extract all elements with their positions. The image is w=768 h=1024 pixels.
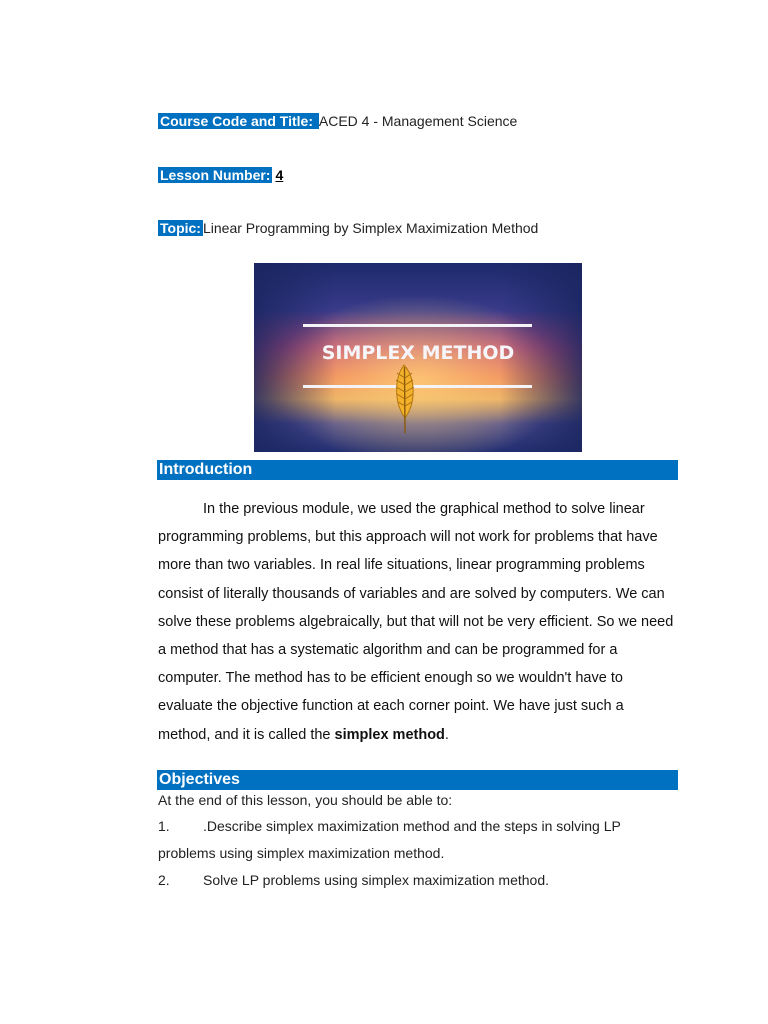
lesson-line [158, 166, 283, 184]
banner-bottom-rule [303, 385, 532, 388]
objective-item [158, 813, 678, 867]
banner-top-rule [303, 324, 532, 327]
objective-item [158, 867, 678, 894]
introduction-text-end: . [444, 726, 449, 743]
topic-value: Linear Programming by Simplex Maximization Method [202, 220, 539, 236]
simplex-banner-image [254, 263, 582, 452]
topic-line [158, 219, 538, 237]
introduction-bold-term: simplex method [334, 726, 445, 743]
objectives-lead: At the end of this lesson, you should be able to: [158, 792, 453, 808]
introduction-text: In the previous module, we used the graphical method to solve linear programming problems, but this approach will not work for problems that have more than two variables. In real life situations, linear programming problems consist of literally thousands of variables and are solved by computers. We can solve these problems algebraically, but that will not be very efficient. So we need a method that has a systematic algorithm and can be programmed for a computer. The method has to be efficient enough so we wouldn't have to evaluate the objective function at each corner point. We have just such a method, and it is called the [158, 501, 674, 743]
lesson-label: Lesson Number: [160, 167, 271, 183]
course-value: ACED 4 - Management Science [318, 113, 518, 129]
course-label: Course Code and Title: [160, 113, 317, 129]
introduction-paragraph [158, 495, 678, 749]
introduction-heading: Introduction [157, 460, 678, 480]
banner-caption: SIMPLEX METHOD [321, 342, 515, 364]
objective-text: .Describe simplex maximization method and the steps in solving LP problems using simplex maximization method. [158, 818, 621, 861]
lesson-number: 4 [275, 167, 284, 183]
topic-label: Topic: [160, 220, 201, 236]
objective-number: 1. [158, 818, 170, 834]
objectives-heading: Objectives [157, 770, 678, 790]
objective-number: 2. [158, 872, 170, 888]
objective-text: Solve LP problems using simplex maximization method. [203, 872, 550, 888]
course-line [158, 112, 517, 130]
